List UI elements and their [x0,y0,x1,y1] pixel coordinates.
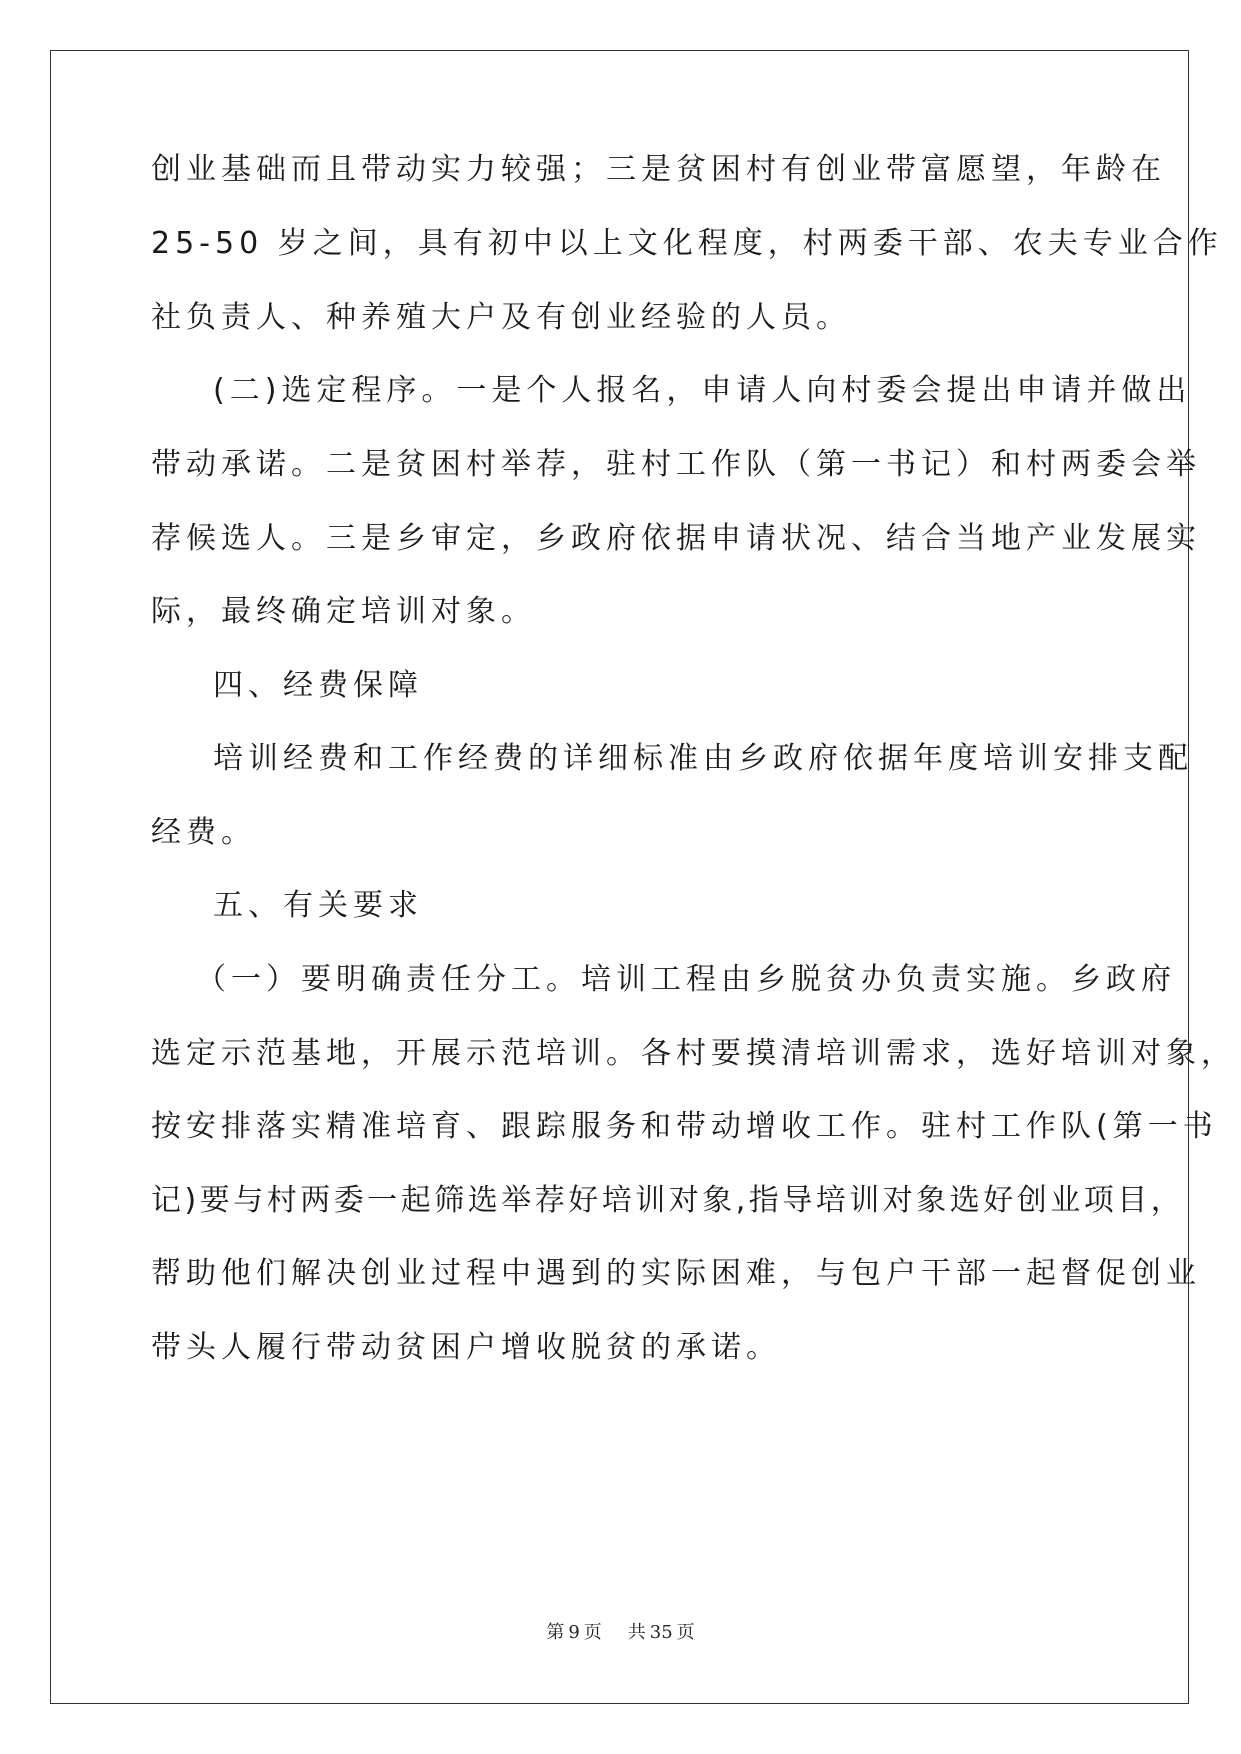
body-text-line: 记)要与村两委一起筛选举荐好培训对象,指导培训对象选好创业项目， [151,1183,1185,1218]
section-heading-requirements: 五、有关要求 [213,888,423,923]
page-prefix: 第 [546,1622,565,1643]
page-number: 9 [568,1622,580,1643]
page-suffix: 页 [583,1622,602,1643]
body-text-line: 选定示范基地，开展示范培训。各村要摸清培训需求，选好培训对象， [151,1036,1236,1071]
body-text-line: 经费。 [151,815,256,850]
total-suffix: 页 [676,1622,695,1643]
total-pages: 35 [649,1622,673,1643]
page-footer [0,1618,1241,1644]
total-prefix: 共 [627,1622,646,1643]
body-text-line: 际，最终确定培训对象。 [151,594,536,629]
body-text-line: 按安排落实精准培育、跟踪服务和带动增收工作。驻村工作队(第一书 [151,1109,1218,1144]
body-text-line: 创业基础而且带动实力较强；三是贫困村有创业带富愿望，年龄在 [151,152,1166,187]
body-text-line: 社负责人、种养殖大户及有创业经验的人员。 [151,300,851,335]
subsection-heading-responsibilities: （一）要明确责任分工。培训工程由乡脱贫办负责实施。乡政府 [196,962,1176,997]
body-text-line: 带动承诺。二是贫困村举荐，驻村工作队（第一书记）和村两委会举 [151,447,1201,482]
section-heading-selection-procedure: (二)选定程序。一是个人报名，申请人向村委会提出申请并做出 [213,373,1192,408]
body-text-line: 帮助他们解决创业过程中遇到的实际困难，与包户干部一起督促创业 [151,1256,1201,1291]
body-text-line: 荐候选人。三是乡审定，乡政府依据申请状况、结合当地产业发展实 [151,521,1201,556]
section-heading-funding: 四、经费保障 [213,668,423,703]
body-text-line: 带头人履行带动贫困户增收脱贫的承诺。 [151,1330,781,1365]
page-border [50,50,1192,1704]
body-text-line: 25-50 岁之间，具有初中以上文化程度，村两委干部、农夫专业合作 [151,226,1223,261]
body-text-line: 培训经费和工作经费的详细标准由乡政府依据年度培训安排支配 [213,741,1193,776]
